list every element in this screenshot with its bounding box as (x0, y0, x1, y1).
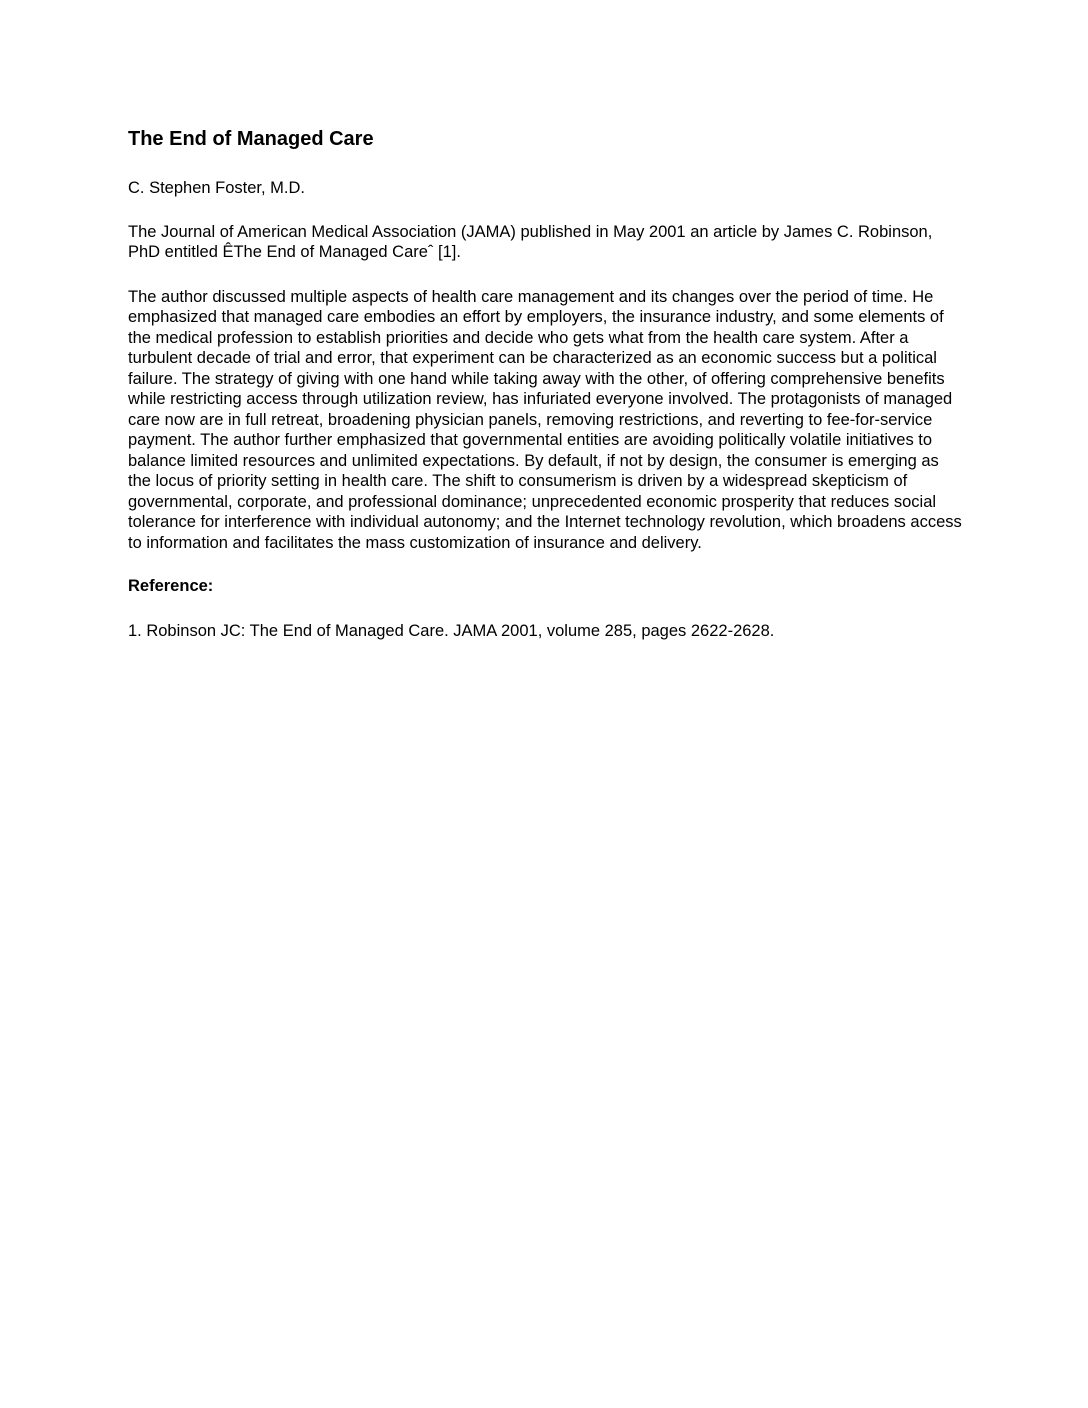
document-page (128, 124, 964, 641)
author-line: C. Stephen Foster, M.D. (128, 179, 305, 197)
reference-list (128, 621, 964, 642)
intro-paragraph: The Journal of American Medical Association (JAMA) published in May 2001 an article by James C. Robinson, PhD entitled ÊThe End of Managed Careˆ [1]. (128, 222, 933, 261)
reference-item: 1. Robinson JC: The End of Managed Care. JAMA 2001, volume 285, pages 2622-2628. (128, 621, 775, 640)
reference-heading: Reference: (128, 577, 214, 595)
body-paragraph: The author discussed multiple aspects of health care management and its changes over the period of time. He emphasized that managed care embodies an effort by employers, the insurance industry, and some elements of the medical profession to establish priorities and decide who gets what from the health care system. After a turbulent decade of trial and error, that experiment can be characterized as an economic success but a political failure. The strategy of giving with one hand while taking away with the other, of offering comprehensive benefits while restricting access through utilization review, has infuriated everyone involved. The protagonists of managed care now are in full retreat, broadening physician panels, removing restrictions, and reverting to fee-for-service payment. The author further emphasized that governmental entities are avoiding politically volatile initiatives to balance limited resources and unlimited expectations. By default, if not by design, the consumer is emerging as the locus of priority setting in health care. The shift to consumerism is driven by a widespread skepticism of governmental, corporate, and professional dominance; unprecedented economic prosperity that reduces social tolerance for interference with individual autonomy; and the Internet technology revolution, which broadens access to information and facilitates the mass customization of insurance and delivery. (128, 287, 962, 552)
document-title: The End of Managed Care (128, 128, 374, 150)
